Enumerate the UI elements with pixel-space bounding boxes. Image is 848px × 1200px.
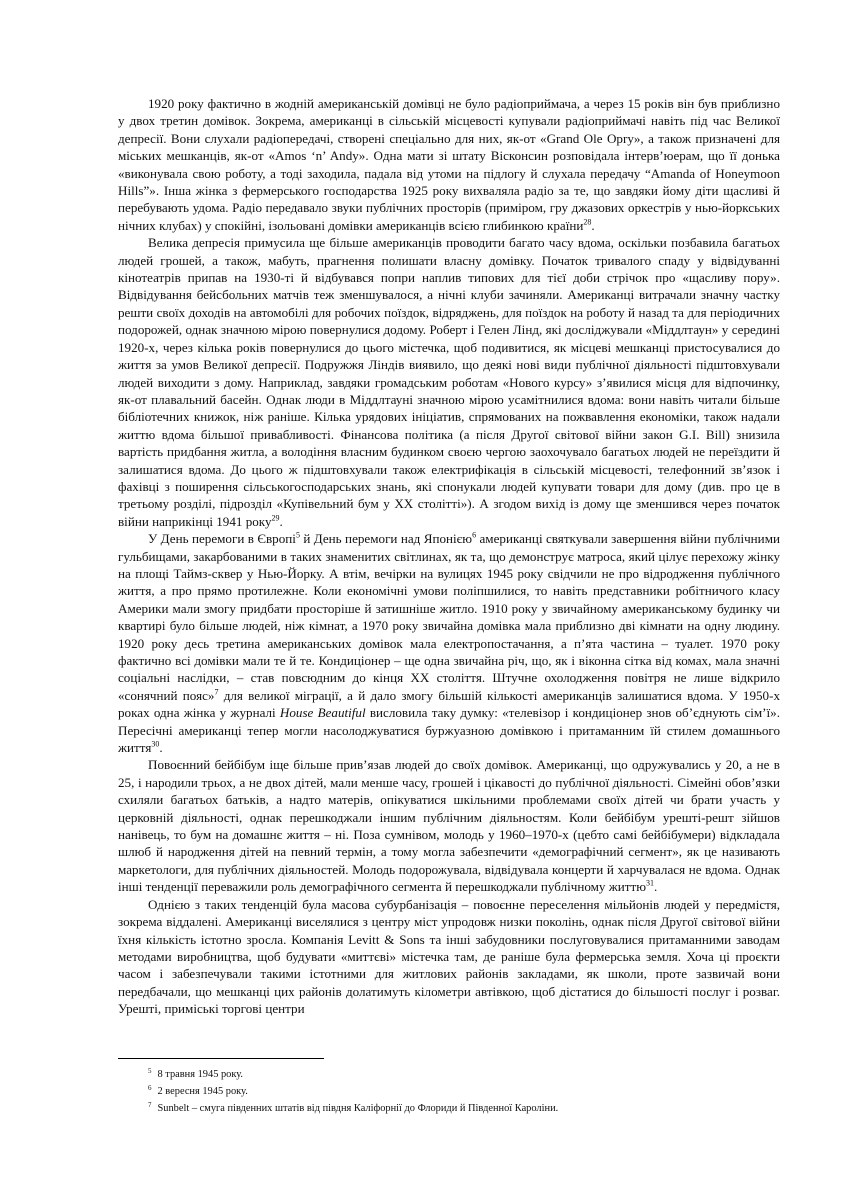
footnote-ref: 7 [214,687,219,697]
footnote-separator [118,1058,324,1059]
text-run: Однією з таких тенденцій була масова субурбанізація – повоєнне переселення мільйонів людей у передмістя, зокрема віддалені. Американці виселялися з центру міст упродовж низки поколінь, однак після Другої світової війни їхня кількість істотно зросла. Компанія Levitt & Sons та інші забудовники послуговувалися притаманними заводам методами виробництва, щоб будувати «миттєві» містечка там, де раніше була фермерська земля. Хоча ці проєкти часом і забезпечували такими істотними для житлових районів закладами, як школи, проте зазвичай вони передбачали, що мешканці цих районів долатимуть кілометри автівкою, щоб дістатися до більшості послуг і розваг. Урешті, приміські торгові центри [118,896,780,1017]
text-run: . [159,740,163,756]
footnote [118,1100,780,1117]
footnotes [118,1066,780,1117]
footnote [118,1066,780,1083]
text-run: висловила таку думку: «телевізор і кондиціонер знов об’єднують сім’ї». Пересічні американці тепер могли насолоджуватися буржуазною домівкою і притаманним їй стилем домашнього життя [118,705,780,756]
text-run: . [654,879,658,895]
text-run: Повоєнний бейбібум іще більше прив’язав людей до своїх домівок. Американці, що одружувались у 20, а не в 25, і народили трьох, а не двох дітей, мали менше часу, грошей і цікавості до публічної діяльності. Сімейні обов’язки схиляли багатьох батьків, а надто матерів, опікуватися шкільними проблемами своїх дітей чи брати участь у церковній діяльності, однак перешкоджали іншим публічним діяльностям. Коли бейбібум урешті-решт зійшов нанівець, то бум на домашнє життя – ні. Поза сумнівом, молодь у 1960–1970-х (цебто самі бейбібумери) відкладала шлюб й народження дітей на певний термін, а тому могла забезпечити «демографічний сегмент», як це називають маркетологи, для публічних діяльностей. Молодь подорожувала, відвідувала концерти й харчувалася не вдома. Однак інші тенденції переважили роль демографічного сегмента й перешкоджали публічному життю [118,757,780,895]
text-run: . [591,217,595,233]
paragraph [118,234,780,530]
text-run: для великої міграції, а й дало змогу більшій кількості американців залишатися вдома. У 1950-х роках одна жінка у журналі [118,687,780,721]
text-run: . [279,513,283,529]
paragraph [118,530,780,756]
footnote-ref: 5 [295,530,300,540]
footnote-mark: 6 [148,1083,152,1092]
text-run: У День перемоги в Європі [148,531,296,547]
footnote-ref: 31 [646,878,655,888]
footnote-mark: 5 [148,1066,152,1075]
paragraph [118,896,780,1018]
footnote-ref: 30 [151,739,160,749]
italic-title: House Beautiful [279,705,366,721]
text-run: Велика депресія примусила ще більше американців проводити багато часу вдома, оскільки позбавила багатьох людей грошей, а також, мабуть, прагнення полишати власну домівку. Початок тривалого спаду у відвідуванні кінотеатрів припав на 1930-ті й відбувався попри наплив типових для тієї доби стрічок про «щасливу пору». Відвідування бейсбольних матчів теж зменшувалося, а нічні клуби зачиняли. Американці витрачали значну частку решти своїх доходів на автомобілі для робочих поїздок, відряджень, для поїздок на роботу й назад та для періодичних подорожей, однак значною мірою повернулися додому. Роберт і Гелен Лінд, які досліджували «Міддлтаун» у середині 1920-х, через кілька років повернулися до цього містечка, щоб подивитися, як місцеві мешканці пристосувалися до життя за умов Великої депресії. Подружжя Ліндів виявило, що деякі нові види публічної діяльності підштовхували людей виходити з дому. Наприклад, завдяки громадським роботам «Нового курсу» з’явилися місця для відпочинку, як-от плавальний басейн. Однак люди в Міддлтауні значною мірою усамітнилися вдома: вони навіть читали більше бібліотечних книжок, ніж раніше. Кілька урядових ініціатив, спрямованих на пожвавлення економіки, також надали життю вдома більшої привабливості. Фінансова політика (а після Другої світової війни закон G.I. Bill) знизила вартість придбання житла, а володіння власним будинком своєю чергою заохочувало багатьох людей не переїздити й залишатися вдома. До цього ж підштовхували також електрифікація в сільській місцевості, телефонний зв’язок і фахівці з поширення сільськогосподарських знань, які спонукали людей купувати товари для дому (див. про це в третьому розділі, підрозділ «Купівельний бум у XX столітті»). А згодом вихід із дому ще зменшився через початок війни наприкінці 1941 року [118,235,780,529]
footnote-text: 8 травня 1945 року. [157,1069,244,1080]
main-text [118,95,780,1018]
paragraph [118,756,780,895]
footnote-text: 2 вересня 1945 року. [157,1086,248,1097]
footnote-mark: 7 [148,1100,152,1109]
footnote [118,1083,780,1100]
footnote-ref: 29 [271,513,280,523]
footnote-ref: 6 [472,530,477,540]
text-run: й День перемоги над Японією [299,531,473,547]
paragraph [118,95,780,234]
text-run: американці святкували завершення війни публічними гульбищами, закарбованими в таких знаменитих світлинах, як та, що демонструє матроса, який цілує перехожу жінку на площі Таймз-сквер у Нью-Йорку. А втім, вечірки на вулицях 1945 року свідчили не про відродження публічного життя, а про прямо протилежне. Коли економічні умови поліпшилися, то навіть представники робітничого класу Америки мали змогу придбати просторіше й затишніше житло. 1910 року у звичайному американському будинку чи квартирі було більше людей, ніж кімнат, а 1970 року звичайна домівка мала приблизно дві кімнати на одну людину. 1920 року десь третина американських домівок мала електропостачання, а п’ята частина – туалет. 1970 року фактично всі домівки мали те й те. Кондиціонер – ще одна звичайна річ, що, як і віконна сітка від комах, мала значні соціальні наслідки, – став повсюдним до кінця XX століття. Штучне охолодження повітря не лише відкрило «сонячний пояс» [118,531,780,703]
text-run: 1920 року фактично в жодній американській домівці не було радіоприймача, а через 15 років він був приблизно у двох третин домівок. Зокрема, американці в сільській місцевості купували радіоприймачі навіть під час Великої депресії. Вони слухали радіопередачі, створені спеціально для них, як-от «Grand Ole Opry», а також призначені для міських мешканців, як-от «Amos ‘n’ Andy». Одна мати зі штату Вісконсин розповідала інтерв’юерам, що її донька «виконувала свою роботу, а тоді заходила, падала від утоми на підлогу й слухала передачу “Amanda of Honeymoon Hills”». Інша жінка з фермерського господарства 1925 року вихваляла радіо за те, що завдяки йому діти щасливі й перебувають удома. Радіо передавало звуки публічних просторів (приміром, гру джазових оркестрів у нью-йоркських нічних клубах) у спокійні, ізольовані домівки американців всією глибинкою країни [118,96,780,233]
footnote-ref: 28 [583,217,592,227]
footnote-text: Sunbelt – смуга південних штатів від півдня Каліфорнії до Флориди й Південної Кароліни. [157,1103,559,1114]
